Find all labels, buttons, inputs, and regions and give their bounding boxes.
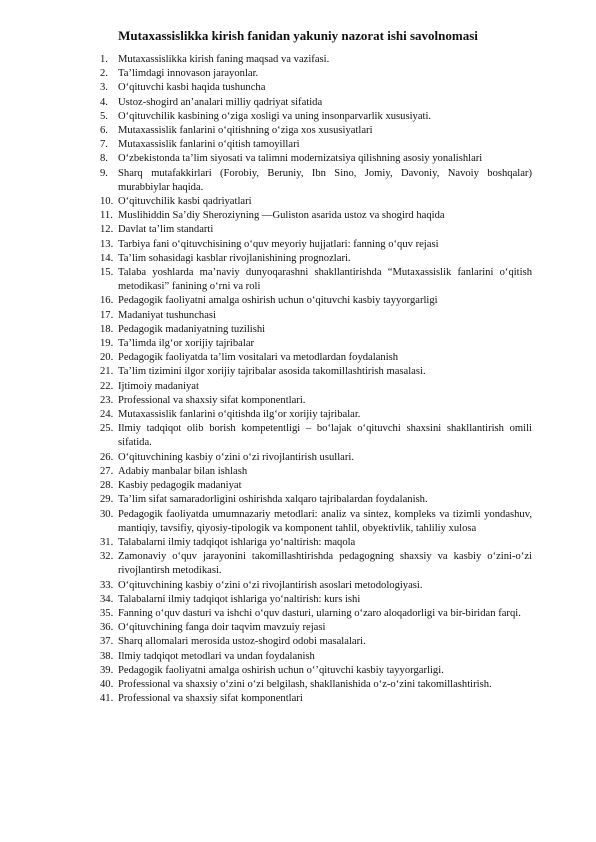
question-list — [100, 53, 532, 706]
question-number: 37. — [100, 636, 114, 648]
question-item — [100, 67, 532, 81]
question-text: Professional va shaxsiy sifat komponentlari — [118, 693, 303, 705]
question-number: 30. — [100, 508, 114, 520]
question-number: 13. — [100, 238, 114, 250]
question-text: Ijtimoiy madaniyat — [118, 380, 199, 392]
question-number: 17. — [100, 309, 114, 321]
question-number: 6. — [100, 125, 108, 137]
question-number: 9. — [100, 167, 108, 179]
question-text: Mutaxassislik fanlarini o‘qitish tamoyillari — [118, 139, 300, 151]
question-text: Pedagogik faoliyatda umumnazariy metodlari: analiz va sintez, kompleks va tizimli yondashuv, mantiqiy, tavsifiy, qiyosiy-tipologik va komponent tahlil, obyektivlik, tahliliy xulosa — [118, 508, 532, 534]
question-number: 2. — [100, 68, 108, 80]
question-text: O‘qituvchining fanga doir taqvim mavzuiy rejasi — [118, 622, 326, 634]
question-item — [100, 422, 532, 450]
question-number: 28. — [100, 480, 114, 492]
question-text: Sharq allomalari merosida ustoz-shogird odobi masalalari. — [118, 636, 366, 648]
question-item — [100, 692, 532, 706]
question-number: 31. — [100, 536, 114, 548]
question-text: Mutaxassislik fanlarini o‘qitishning o‘ziga xos xususiyatlari — [118, 125, 373, 137]
question-item — [100, 195, 532, 209]
question-text: Adabiy manbalar bilan ishlash — [118, 465, 248, 477]
question-item — [100, 479, 532, 493]
question-item — [100, 408, 532, 422]
question-text: Kasbiy pedagogik madaniyat — [118, 480, 242, 492]
question-number: 19. — [100, 338, 114, 350]
question-number: 4. — [100, 96, 108, 108]
question-item — [100, 294, 532, 308]
question-number: 16. — [100, 295, 114, 307]
question-item — [100, 579, 532, 593]
question-item — [100, 110, 532, 124]
question-item — [100, 138, 532, 152]
question-number: 24. — [100, 409, 114, 421]
question-text: Zamonaviy o‘quv jarayonini takomillashtirishda pedagogning shaxsiy va kasbiy o‘zini-o‘zi rivojlantirsh metodikasi. — [118, 551, 532, 577]
question-item — [100, 678, 532, 692]
question-text: Ustoz-shogird an’analari milliy qadriyat sifatida — [118, 96, 323, 108]
question-text: Ta’lim sifat samaradorligini oshirishda xalqaro tajribalardan foydalanish. — [118, 494, 428, 506]
question-number: 38. — [100, 650, 114, 662]
question-text: O‘qituvchilik kasbi qadriyatlari — [118, 196, 252, 208]
question-number: 36. — [100, 622, 114, 634]
question-text: Pedagogik faoliyatda ta’lim vositalari va metodlardan foydalanish — [118, 352, 399, 364]
question-text: Muslihiddin Sa’diy Sheroziyning ―Guliston asarida ustoz va shogird haqida — [118, 210, 445, 222]
question-number: 14. — [100, 252, 114, 264]
question-item — [100, 96, 532, 110]
question-number: 18. — [100, 323, 114, 335]
question-number: 15. — [100, 267, 114, 279]
question-text: Professional va shaxsiy sifat komponentlari. — [118, 394, 306, 406]
question-item — [100, 309, 532, 323]
question-number: 20. — [100, 352, 114, 364]
question-text: O‘zbekistonda ta’lim siyosati va talimni modernizatsiya qilishning asosiy yonalishlari — [118, 153, 483, 165]
question-number: 1. — [100, 54, 108, 65]
question-text: O‘qituvchining kasbiy o‘zini o‘zi rivojlantirish asoslari metodologiyasi. — [118, 579, 423, 591]
question-number: 26. — [100, 451, 114, 463]
question-item — [100, 394, 532, 408]
question-item — [100, 323, 532, 337]
question-text: O‘qituvchi kasbi haqida tushuncha — [118, 82, 266, 94]
question-item — [100, 53, 532, 67]
question-number: 34. — [100, 593, 114, 605]
question-text: Mutaxassislikka kirish faning maqsad va vazifasi. — [118, 54, 330, 65]
question-number: 11. — [100, 210, 113, 222]
question-number: 41. — [100, 693, 114, 705]
question-item — [100, 380, 532, 394]
question-text: Davlat ta’lim standarti — [118, 224, 214, 236]
question-number: 10. — [100, 196, 114, 208]
question-item — [100, 493, 532, 507]
question-text: O‘qituvchilik kasbining o‘ziga xosligi va uning insonparvarlik xususiyati. — [118, 110, 432, 122]
question-text: Sharq mutafakkirlari (Forobiy, Beruniy, Ibn Sino, Jomiy, Davoniy, Navoiy boshqalar) murabbiylar haqida. — [118, 167, 532, 193]
question-item — [100, 650, 532, 664]
question-item — [100, 508, 532, 536]
document-title: Mutaxassislikka kirish fanidan yakuniy nazorat ishi savolnomasi — [118, 28, 478, 43]
question-number: 40. — [100, 678, 114, 690]
question-number: 27. — [100, 465, 114, 477]
question-text: Ta’limda ilg‘or xorijiy tajribalar — [118, 338, 255, 350]
question-number: 3. — [100, 82, 108, 94]
question-number: 32. — [100, 551, 114, 563]
question-number: 25. — [100, 423, 114, 435]
question-item — [100, 451, 532, 465]
question-number: 12. — [100, 224, 114, 236]
question-item — [100, 167, 532, 195]
question-text: Ilmiy tadqiqot metodlari va undan foydalanish — [118, 650, 315, 662]
question-number: 29. — [100, 494, 114, 506]
question-item — [100, 351, 532, 365]
question-item — [100, 465, 532, 479]
question-text: Talabalarni ilmiy tadqiqot ishlariga yo‘naltirish: maqola — [118, 536, 356, 548]
question-item — [100, 223, 532, 237]
question-text: Tarbiya fani o‘qituvchisining o‘quv meyoriy hujjatlari: fanning o‘quv rejasi — [118, 238, 439, 250]
question-number: 33. — [100, 579, 114, 591]
question-number: 22. — [100, 380, 114, 392]
question-text: Talaba yoshlarda ma’naviy dunyoqarashni shakllantirishda “Mutaxassislik fanlarini o‘qitish metodikasi” fanining o‘rni va roli — [118, 267, 532, 293]
question-number: 21. — [100, 366, 114, 378]
question-item — [100, 365, 532, 379]
question-number: 23. — [100, 394, 114, 406]
question-number: 5. — [100, 110, 108, 122]
question-item — [100, 536, 532, 550]
question-text: Ilmiy tadqiqot olib borish kompetentligi – bo‘lajak o‘qituvchi shaxsini shakllantirish omili sifatida. — [118, 423, 532, 449]
question-text: Pedagogik madaniyatning tuzilishi — [118, 323, 266, 335]
question-item — [100, 607, 532, 621]
question-item — [100, 124, 532, 138]
question-item — [100, 593, 532, 607]
question-text: Ta’limdagi innovason jarayonlar. — [118, 68, 259, 80]
question-text: Ta’lim tizimini ilgor xorijiy tajribalar asosida takomillashtirish masalasi. — [118, 366, 426, 378]
question-number: 35. — [100, 607, 114, 619]
question-text: Fanning o‘quv dasturi va ishchi o‘quv dasturi, ularning o‘zaro aloqadorligi va bir-biridan farqi. — [118, 607, 521, 619]
question-number: 8. — [100, 153, 108, 165]
question-item — [100, 664, 532, 678]
question-item — [100, 550, 532, 578]
question-item — [100, 152, 532, 166]
question-item — [100, 266, 532, 294]
question-item — [100, 81, 532, 95]
question-item — [100, 209, 532, 223]
question-text: Ta’lim sohasidagi kasblar rivojlanishining prognozlari. — [118, 252, 351, 264]
question-number: 39. — [100, 664, 114, 676]
question-text: O‘qituvchining kasbiy o‘zini o‘zi rivojlantirish usullari. — [118, 451, 354, 463]
question-item — [100, 621, 532, 635]
question-text: Pedagogik faoliyatni amalga oshirish uchun o‘’qituvchi kasbiy tayyorgarligi. — [118, 664, 444, 676]
question-item — [100, 635, 532, 649]
question-text: Professional va shaxsiy o‘zini o‘zi belgilash, shakllanishida o‘z-o‘zini takomillashtirish. — [118, 678, 492, 690]
question-text: Madaniyat tushunchasi — [118, 309, 216, 321]
question-text: Pedagogik faoliyatni amalga oshirish uchun o‘qituvchi kasbiy tayyorgarligi — [118, 295, 438, 307]
question-item — [100, 252, 532, 266]
question-text: Mutaxassislik fanlarini o‘qitishda ilg‘or xorijiy tajribalar. — [118, 409, 361, 421]
question-item — [100, 238, 532, 252]
question-item — [100, 337, 532, 351]
question-number: 7. — [100, 139, 108, 151]
question-text: Talabalarni ilmiy tadqiqot ishlariga yo‘naltirish: kurs ishi — [118, 593, 361, 605]
